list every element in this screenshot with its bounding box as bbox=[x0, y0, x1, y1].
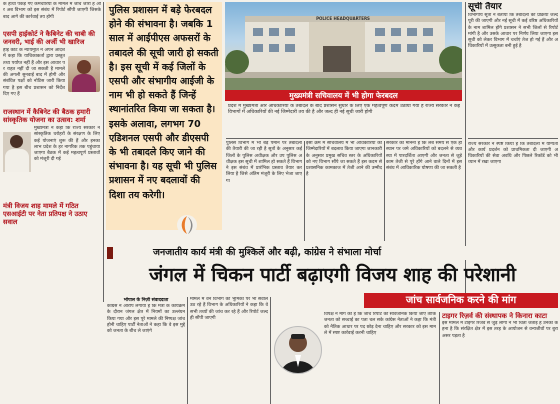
story-col-3: विपक्ष ने मांग की है कि जांच रिपोर्ट को सार्वजनिक किया जाए ताकि जनता को सच्चाई का पता चल सके कांग्रेस नेताओं ने कहा कि मंत्री को नैतिक आधार पर पद छोड़ देना चाहिए और सरकार को इस मामले में स्पष्ट कार्रवाई करनी चाहिए bbox=[324, 312, 436, 336]
photo-caption: मुख्यमंत्री सचिवालय में भी होगा फेरबदल bbox=[225, 90, 462, 101]
highlight-text: पुलिस प्रशासन में बड़े फेरबदल होने की संभावना है। जबकि 1 साल में आईपीएस अफसरों के तबादले की सूची जारी हो सकती है। इस सूची में कई जिलों के एसपी और संभागीय आईजी के नाम भी हो सकते हैं जिन्हें स्थानांतरित किया जा सकता है। इसके अलावा, लगभग 70 एडिशनल एसपी और डीएसपी के भी तबादले किए जाने की संभावना है। यह सूची भी पुलिस प्रशासन में नए बदलावों की दिशा तय करेगी। bbox=[109, 5, 219, 201]
story-divider-3 bbox=[439, 312, 440, 404]
story-col-1-text: कांग्रेस ने आरोप लगाया है कि मंत्री के कार्यक्रम के दौरान जंगल क्षेत्र में नियमों का उल्लंघन किया गया और इस पूरे मामले की निष्पक्ष जांच होनी चाहिए पार्टी नेताओं ने कहा कि वे इस मुद्दे को जनता के बीच ले जाएंगे bbox=[107, 304, 185, 335]
police-hq-photo bbox=[225, 2, 462, 101]
kicker-text: जनजातीय कार्य मंत्री की मुश्किलें और बढ़ी, कांग्रेस ने संभाला मोर्चा bbox=[153, 247, 382, 258]
lead-body-mid: इसी क्रम में सचिवालय में भी अधिकारियों की जिम्मेदारियों में बदलाव किया जाएगा जानकारी के अनुसार प्रमुख सचिव स्तर के अधिकारियों को नए विभाग सौंपे जा सकते हैं इस कदम से प्रशासनिक कामकाज में तेजी आने की उम्मीद है bbox=[306, 141, 382, 178]
left-top-text: के हाथों पकड़े गए कर्मचारियों के मामले में जांच जारी है और अब विभाग को इस संबंध में रिपोर्ट सौंपी जाएगी जिसके बाद आगे की कार्रवाई तय होगी bbox=[3, 2, 101, 20]
newspaper-logo-mark bbox=[176, 214, 198, 236]
left-headline-3: मंत्री विजय शाह मामले में गठित एसआईटी पर नेता प्रतिपक्ष ने उठाए सवाल bbox=[3, 202, 88, 226]
story-divider-2 bbox=[270, 297, 271, 404]
lead-body-right: सरकार का मानना है कि लंबे समय से एक ही स्थान पर जमे अधिकारियों को बदलने से व्यवस्था में पारदर्शिता आएगी और जनता से जुड़े काम तेजी से पूरे होंगे आने वाले दिनों में इस संबंध में आधिकारिक घोषणा की जा सकती है bbox=[386, 141, 462, 172]
story-side-box bbox=[442, 312, 558, 404]
kicker-bar bbox=[107, 246, 558, 260]
story-divider-1 bbox=[187, 297, 188, 404]
right-column-header: सूची तैयार bbox=[468, 2, 502, 12]
right-column-rule bbox=[468, 138, 558, 139]
politician-photo-1 bbox=[68, 56, 100, 92]
story-col-1 bbox=[107, 297, 185, 404]
column-divider-2 bbox=[304, 141, 305, 241]
column-divider-3 bbox=[384, 141, 385, 241]
side-headline: टाइगर रिज़र्व की संस्थापक ने किनारा काटा bbox=[442, 312, 547, 320]
column-divider-1 bbox=[103, 2, 104, 302]
kicker-accent bbox=[107, 247, 113, 259]
story-byline: भोपाल के निज़ी संवाददाता bbox=[123, 298, 169, 303]
highlight-column bbox=[106, 2, 222, 230]
story-col-2: मामले में वन विभाग की भूमिका पर भी सवाल उठ रहे हैं विभाग के अधिकारियों ने कहा कि वे सभी तथ्यों की जांच कर रहे हैं और रिपोर्ट जल्द ही सौंपी जाएगी bbox=[190, 297, 268, 321]
left-headline-1: एसपी हाईकोर्ट ने कैबिनेट की चाबी की जनवरी, भाई की अर्जी भी खारिज bbox=[3, 30, 95, 46]
lead-intro: प्रदेश में मुख्यमंत्री और अधिकारियों के तबादले के बाद प्रशासन सुधार के लिए एक महत्वपूर्ण कदम उठाया गया है राज्य सरकार ने कई विभागों में अधिकारियों की नई जिम्मेदारी तय की है और जल्द ही नई सूची जारी होगी bbox=[228, 104, 460, 116]
left-headline-2: राजस्थान में कैबिनेट की बैठक हमारी सांस्कृतिक योजना का उत्सव: शर्मा bbox=[3, 108, 91, 124]
subhead-strip: जांच सार्वजनिक करने की मांग bbox=[364, 293, 558, 308]
left-text-1: हाई कोर्ट के न्यायमूर्ति ने अपने आदेश में कहा कि याचिकाकर्ता द्वारा प्रस्तुत तथ्य पर्याप्त नहीं हैं और इस आधार पर राहत नहीं दी जा सकती है मामले की अगली सुनवाई बाद में होगी और संबंधित पक्षों को नोटिस जारी किया गया है इस बीच प्रशासन को निर्देश दिए गए हैं bbox=[3, 48, 65, 98]
building-sign: POLICE HEADQUARTERS bbox=[316, 16, 370, 21]
left-text-2: मुख्यमंत्री ने कहा कि राज्य सरकार ने सांस्कृतिक धरोहरों के संरक्षण के लिए कई योजनाएं शुरू की हैं और इनका लाभ प्रदेश के हर नागरिक तक पहुंचाया जाएगा बैठक में कई महत्वपूर्ण प्रस्तावों को मंजूरी दी गई bbox=[34, 126, 100, 163]
right-column-text-2: राज्य सरकार ने स्पष्ट किया है कि तबादलों में योग्यता और कार्य प्रदर्शन को प्राथमिकता दी जाएगी अधिकारियों की सेवा अवधि और पिछले रिकॉर्ड को भी ध्यान में रखा जाएगा bbox=[468, 141, 558, 166]
lead-body-left: पुलिस विभाग में भी बड़े पैमाने पर तबादलों की तैयारी की जा रही है सूत्रों के अनुसार कई जिलों के पुलिस अधीक्षक और उप पुलिस अधीक्षक इस सूची में शामिल हो सकते हैं विभाग ने इस संबंध में प्रारंभिक प्रस्ताव तैयार कर लिया है जिसे अंतिम मंजूरी के लिए भेजा जाएगा bbox=[226, 141, 302, 184]
side-text: इस मामले में टाइगर रिजर्व से जुड़े लोगों ने भी चिंता जताई है उनका कहना है कि संरक्षित क्षेत्र में इस तरह के आयोजन से वन्यजीवों पर बुरा असर पड़ता है bbox=[442, 321, 558, 339]
story-headline: जंगल में चिकन पार्टी बढ़ाएगी विजय शाह की परेशानी bbox=[149, 264, 516, 286]
politician-photo-2 bbox=[3, 132, 31, 172]
right-column-text: विभागीय सूत्रों ने बताया कि तबादलों की प्रक्रिया जल्द पूरी की जाएगी और नई सूची में कई वरिष्ठ अधिकारियों के नाम शामिल होंगे प्रशासन ने सभी जिलों से रिपोर्ट मांगी है और उसके आधार पर निर्णय लिया जाएगा इस सूची को लेकर विभाग में चर्चाएं तेज हो गई हैं और अधिकारियों में उत्सुकता बनी हुई है bbox=[468, 13, 558, 50]
minister-portrait bbox=[274, 326, 322, 374]
left-column bbox=[3, 2, 101, 308]
lead-divider bbox=[226, 138, 462, 139]
